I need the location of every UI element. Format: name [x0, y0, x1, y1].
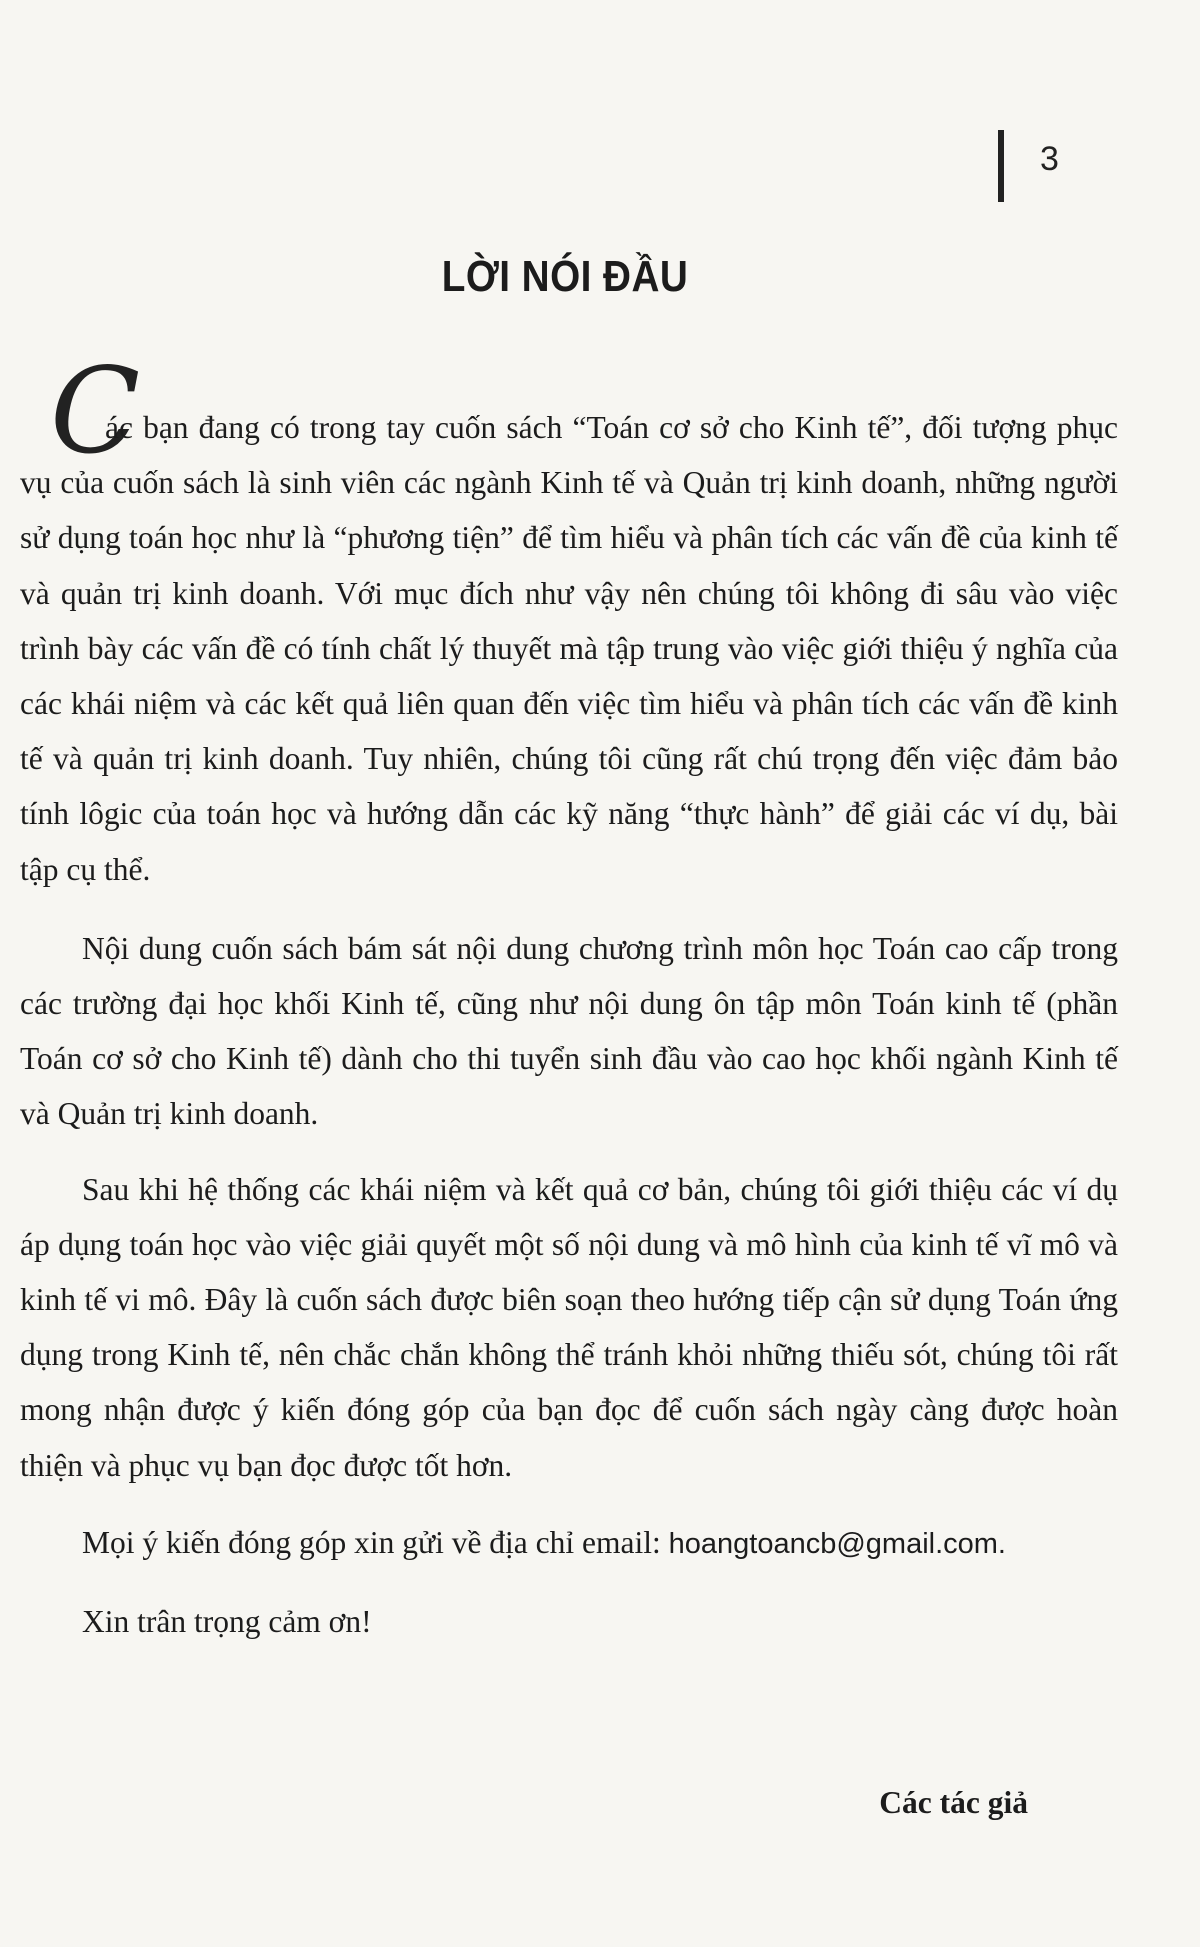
header-vertical-rule [998, 130, 1004, 202]
email-prompt: Mọi ý kiến đóng góp xin gửi về địa chỉ email: [82, 1524, 669, 1560]
page-title: LỜI NÓI ĐẦU [441, 252, 689, 301]
page-number: 3 [1040, 140, 1059, 178]
paragraph-1: ác bạn đang có trong tay cuốn sách “Toán cơ sở cho Kinh tế”, đối tượng phục vụ của cuốn sách là sinh viên các ngành Kinh tế và Quản trị kinh doanh, những người sử dụng toán học như là “phương tiện” để tìm hiểu và phân tích các vấn đề của kinh tế và quản trị kinh doanh. Với mục đích như vậy nên chúng tôi không đi sâu vào việc trình bày các vấn đề có tính chất lý thuyết mà tập trung vào việc giới thiệu ý nghĩa của các khái niệm và các kết quả liên quan đến việc tìm hiểu và phân tích các vấn đề kinh tế và quản trị kinh doanh. Tuy nhiên, chúng tôi cũng rất chú trọng đến việc đảm bảo tính lôgic của toán học và hướng dẫn các kỹ năng “thực hành” để giải các ví dụ, bài tập cụ thể. [20, 410, 1118, 887]
paragraph-3: Sau khi hệ thống các khái niệm và kết quả cơ bản, chúng tôi giới thiệu các ví dụ áp dụng toán học vào việc giải quyết một số nội dung và mô hình của kinh tế vĩ mô và kinh tế vi mô. Đây là cuốn sách được biên soạn theo hướng tiếp cận sử dụng Toán ứng dụng trong Kinh tế, nên chắc chắn không thể tránh khỏi những thiếu sót, chúng tôi rất mong nhận được ý kiến đóng góp của bạn đọc để cuốn sách ngày càng được hoàn thiện và phục vụ bạn đọc được tốt hơn. [20, 1171, 1118, 1483]
preface-body [20, 400, 1118, 1649]
paragraph-5: Xin trân trọng cảm ơn! [82, 1604, 372, 1640]
drop-cap-letter: C [50, 342, 141, 480]
paragraph-2: Nội dung cuốn sách bám sát nội dung chương trình môn học Toán cao cấp trong các trường đại học khối Kinh tế, cũng như nội dung ôn tập môn Toán kinh tế (phần Toán cơ sở cho Kinh tế) dành cho thi tuyển sinh đầu vào cao học khối ngành Kinh tế và Quản trị kinh doanh. [20, 930, 1118, 1132]
email-address: hoangtoancb@gmail.com. [668, 1527, 1006, 1560]
paragraph-4 [20, 1515, 1118, 1572]
signature: Các tác giả [879, 1785, 1028, 1820]
